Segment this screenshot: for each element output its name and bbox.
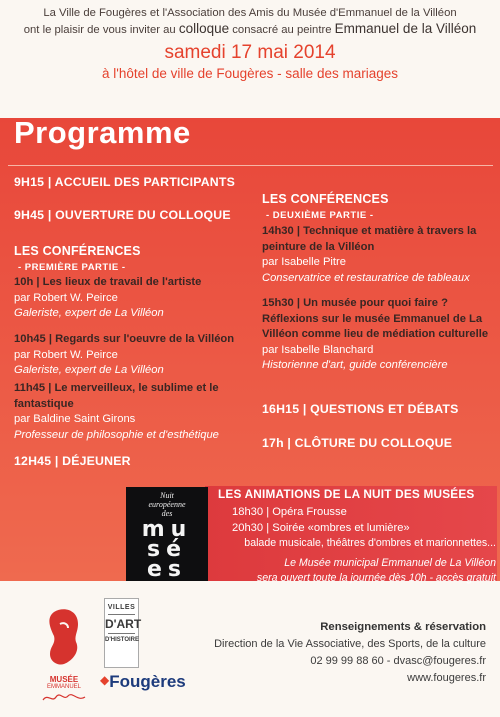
premiere-partie: - PREMIÈRE PARTIE - (18, 262, 126, 273)
nuit-item-1: 18h30 | Opéra Frousse (232, 506, 347, 518)
invite-text: ont le plaisir de vous inviter au (23, 24, 176, 36)
talk-1-speaker: par Robert W. Peirce (14, 291, 118, 304)
talk-1-title: 10h | Les lieux de travail de l'artiste (14, 276, 202, 288)
nuit-title: LES ANIMATIONS DE LA NUIT DES MUSÉES (218, 487, 475, 501)
accueil-item: 9H15 | ACCUEIL DES PARTICIPANTS (14, 175, 235, 189)
villes-art-histoire-logo (104, 598, 142, 668)
talk-1-role: Galeriste, expert de La Villéon (14, 307, 164, 319)
nuit-item-3: balade musicale, théâtres d'ombres et marionnettes... (244, 537, 496, 549)
poster-big-2: sé (146, 537, 187, 562)
musee-logo-text-2: EMMANUEL (46, 684, 81, 690)
contact-info (214, 619, 486, 687)
contact-direction: Direction de la Vie Associative, des Sports, de la culture (214, 638, 486, 650)
talk-4 (262, 224, 494, 286)
portrait-icon (40, 606, 88, 670)
talk-3-speaker: par Baldine Saint Girons (14, 413, 136, 425)
programme-title: Programme (14, 115, 191, 150)
ouverture-item: 9H45 | OUVERTURE DU COLLOQUE (14, 208, 231, 222)
villes-text: VILLES (107, 604, 136, 611)
talk-2-role: Galeriste, expert de La Villéon (14, 364, 164, 376)
poster-big-1: mu (141, 517, 193, 542)
consacre-text: consacré au peintre (232, 24, 332, 36)
poster-line-2: européenne (148, 500, 186, 509)
event-venue: à l'hôtel de ville de Fougères - salle des mariages (102, 66, 398, 81)
colloque-word: colloque (178, 21, 230, 36)
deuxieme-partie: - DEUXIÈME PARTIE - (266, 210, 374, 221)
talk-2 (14, 332, 264, 379)
histoire-text: D'HISTOIRE (105, 637, 139, 643)
poster-line-3: des (161, 509, 173, 518)
talk-5-title-2: Réflexions sur le musée Emmanuel de La (262, 312, 483, 325)
talk-3 (14, 381, 274, 443)
talk-3-title: 11h45 | Le merveilleux, le sublime et le fantastique (14, 382, 219, 410)
nuit-item-2: 20h30 | Soirée «ombres et lumière» (232, 521, 410, 534)
painter-name: Emmanuel de la Villéon (334, 21, 477, 36)
divider (8, 165, 493, 166)
talk-3-role: Professeur de philosophie et d'esthétique (14, 428, 219, 441)
dejeuner-item: 12H45 | DÉJEUNER (14, 454, 131, 468)
talk-5-title-3: Villéon comme lieu de médiation culturelle (262, 328, 489, 340)
fougeres-logo (100, 672, 186, 692)
poster-big-3: es (146, 557, 187, 581)
talk-2-title: 10h45 | Regards sur l'oeuvre de la Villéon (14, 333, 235, 345)
talk-5-title-1: 15h30 | Un musée pour quoi faire ? (262, 297, 448, 309)
poster-line-1: Nuit (160, 491, 174, 500)
contact-heading: Renseignements & réservation (320, 621, 486, 633)
talk-4-role: Conservatrice et restauratrice de tableaux (262, 271, 470, 284)
nuit-items (232, 505, 494, 536)
cloture-item: 17h | CLÔTURE DU COLLOQUE (262, 436, 453, 450)
questions-item: 16H15 | QUESTIONS ET DÉBATS (262, 402, 459, 416)
talk-4-speaker: par Isabelle Pitre (262, 256, 346, 268)
invitation-line-2 (0, 21, 500, 38)
musee-logo-text-1: MUSÉE (49, 675, 79, 684)
fougeres-mark-icon: ◆ (100, 673, 110, 687)
nuit-note-1: Le Musée municipal Emmanuel de La Villéon (284, 557, 496, 569)
talk-1 (14, 275, 254, 322)
event-date: samedi 17 mai 2014 (164, 42, 336, 63)
talk-4-title-1: 14h30 | Technique et matière à travers la (262, 225, 477, 237)
fougeres-logo-text: Fougères (109, 672, 186, 691)
signature-icon (40, 691, 88, 705)
invitation-header (0, 0, 500, 115)
art-text: D'ART (105, 617, 142, 631)
talk-4-title-2: peinture de la Villéon (262, 240, 375, 253)
nuit-note-2: sera ouvert toute la journée dès 10h - accès gratuit (256, 572, 496, 584)
talk-5-role: Historienne d'art, guide conférencière (262, 359, 448, 371)
nuit-note (210, 556, 496, 586)
talk-5-speaker: par Isabelle Blanchard (262, 343, 374, 356)
talk-5 (262, 296, 494, 374)
contact-phone-email[interactable]: 02 99 99 88 60 - dvasc@fougeres.fr (310, 655, 486, 667)
talk-2-speaker: par Robert W. Peirce (14, 348, 118, 361)
nuit-des-musees-poster (126, 487, 208, 581)
musee-villeon-logo (40, 606, 88, 706)
conferences-heading-1: LES CONFÉRENCES (14, 244, 141, 258)
conferences-heading-2: LES CONFÉRENCES (262, 192, 389, 206)
invitation-line-1: La Ville de Fougères et l'Association des Amis du Musée d'Emmanuel de la Villéon (43, 7, 457, 19)
contact-website[interactable]: www.fougeres.fr (407, 672, 486, 684)
